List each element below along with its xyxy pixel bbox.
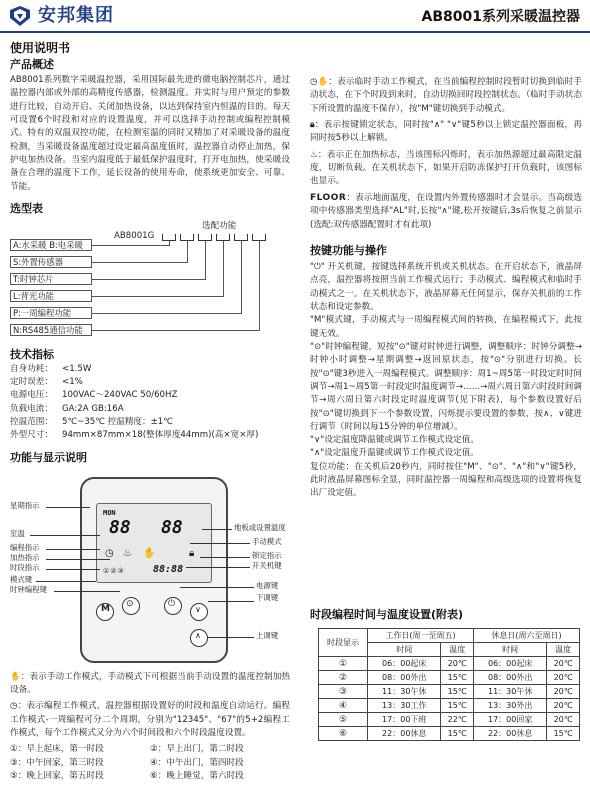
floor-label: FLOOR <box>310 192 347 203</box>
schedule-table <box>318 628 580 741</box>
period-item: ②：早上出门，第二时段 <box>150 744 244 755</box>
model-row: A:水采暖 B:电采暖 <box>10 239 92 251</box>
spec-list <box>10 363 290 443</box>
program-clock-icon: ◷ <box>105 547 114 559</box>
period-item: ①：早上起床，第一时段 <box>10 744 104 755</box>
period-item: ④：中午出门，第四时段 <box>150 757 244 768</box>
period-2-icon: ② <box>150 744 158 755</box>
period-item: ⑤：晚上回家，第五时段 <box>10 770 104 781</box>
period-1-icon: ① <box>319 657 368 671</box>
key-paragraph: "∧"设定温度升温键或调节工作模式设定值。 <box>310 448 479 459</box>
mode-button[interactable]: M <box>96 603 114 621</box>
manual-hand-icon: ✋ <box>143 547 156 559</box>
bracket <box>252 234 266 241</box>
model-row: T:时钟芯片 <box>10 273 92 285</box>
page-header <box>0 0 590 34</box>
model-row: S:外置传感器 <box>10 256 92 268</box>
period-list <box>10 743 290 783</box>
header-divider <box>0 31 590 33</box>
period-item: ③：中午回家，第三时段 <box>10 757 104 768</box>
lock-icon: 🔒︎ <box>310 119 315 130</box>
label-manual: 手动模式 <box>252 536 282 546</box>
clock-readout: 88:88 <box>153 563 184 575</box>
model-row: P:一周编程功能 <box>10 307 92 319</box>
label-heating: 加热指示 <box>10 552 40 562</box>
bracket <box>180 234 194 241</box>
set-temp-readout: 88 <box>161 516 183 538</box>
spec-line: 定时误差： <1% <box>10 377 83 388</box>
key-paragraph: "M"模式键，手动模式与一周编程模式间的转换，在编程模式下，此按键无效。 <box>310 315 582 339</box>
spec-line: 电源电压： 100VAC～240VAC 50/60HZ <box>10 390 178 401</box>
product-series-title: AB8001系列采暖温控器 <box>421 9 580 25</box>
label-power: 电源键 <box>256 580 279 590</box>
overview-heading: 产品概述 <box>10 58 54 71</box>
label-clock-key: 时钟编程键 <box>10 584 47 594</box>
col-restday: 休息日(周六至周日) <box>474 629 580 643</box>
bracket <box>234 234 248 241</box>
label-mode-key: 模式键 <box>10 574 33 584</box>
floor-note: FLOOR：表示地面温度，在设置内外置传感器时才会显示。当高级选项中传感器类型选择"AL"时,长按"∧"键,松开按键后,3s后恢复之前显示(选配:双传感器配置时才有此项) <box>310 192 582 230</box>
heating-note: ♨：表示正在加热标志，当该图标闪烁时，表示加热源超过最高限定温度，切断负载。在关机状态下，如果开启防冻保护打开负载时，该图标也显示。 <box>310 149 582 187</box>
manual-mode-note: ✋：表示手动工作模式，手动模式下可根据当前手动设置的温度控制加热设备。 <box>10 671 290 695</box>
heating-icon: ♨ <box>123 547 132 559</box>
program-clock-icon: ◷ <box>10 701 18 712</box>
clock-program-button[interactable]: ⊙ <box>122 597 140 615</box>
table-row: ⑤ 17：00下班 22℃ 17：00回家 20℃ <box>319 713 580 727</box>
period-3-icon: ③ <box>319 685 368 699</box>
room-temp-readout: 88 <box>109 516 131 538</box>
key-paragraph: "⏻" 开关机键，按键选择系统开机或关机状态。在开启状态下，液晶屏点亮，温控器将按照当前工作模式运行；手动模式、编程模式和临时手动模式之一。在关机状态下，液晶屏幕无任何显示，保存关机前的工作状态和设定参数。 <box>310 262 582 312</box>
specs-heading: 技术指标 <box>10 347 54 361</box>
program-mode-note: ◷：表示编程工作模式，温控器根据设置好的时段和温度自动运行。编程工作模式-一周编程可分二个周期，分别为"12345"、"67"的5+2编程工作模式，每个工作模式又分为六个时间段和六个时段温度设置。 <box>10 701 290 738</box>
overview-text: AB8001系列数字采暖温控器，采用国际最先进的微电脑控制芯片，通过温控器内部或外部的高精度传感器，检测温度。并实时与用户预定的参数进行比较，自动开启、关闭加热设备，以达到保持室内恒温的目的。每天可设置6个时段和对应的设置温度，并可以选择手动控制或编程控制模式。特有的双温双控功能，在检测室温的同时又精加了对采暖设备的温度检测，当采暖设备温度超过设定最高温度值时，温控器自动停止加热，保护电加热设备。当室内温度低于最低保护温度时，打开电加热，使采暖设备在合理的温度下工作，延长设备的使用寿命，使系统更加安全、可靠、节能。 <box>10 75 290 192</box>
label-down-key: 下调键 <box>256 592 279 602</box>
period-3-icon: ③ <box>10 757 18 768</box>
spec-line: 外型尺寸： 94mm×87mm×18(整体厚度44mm)(高×宽×厚) <box>10 430 259 441</box>
key-paragraph: "∨"设定温度降温键或调节工作模式设定值。 <box>310 435 479 446</box>
label-up-key: 上调键 <box>256 630 279 640</box>
key-paragraph: "⊙"时钟编程键，短按"⊙"键对时钟进行调整，调整顺序：时钟分调整→时钟小时调整→星期调整→返回原状态，按"⊙"分别进行切换。长按"⊙"键3秒进入一周编程模式。调整顺序：周1~周5第一时段定时时间调节→周1~周5第一时段定时温度调节→……→周六周日第六时段时间调节→周六周日第六时段定时温度调节(见下附表)，每个参数设置好后按"⊙"键切换到下一个参数设置，闪烁提示要设置的参数，按∧、∨键进行调节（时间以每15分钟的单位增减）。 <box>310 341 582 432</box>
power-button[interactable]: ⏻ <box>164 597 182 615</box>
lock-icon: 🔒︎ <box>189 547 195 559</box>
table-header-row <box>319 629 580 643</box>
period-icons: ①②③ <box>103 566 125 575</box>
col-workday: 工作日(周一至周五) <box>368 629 474 643</box>
period-item: ⑥：晚上睡觉，第六时段 <box>150 770 244 781</box>
temp-mode-note: ◷✋：表示临时手动工作模式，在当前编程控制时段暂时切换到临时手动状态，在下个时段到来时，自动切换回时段控制状态。（临时手动状态下所设置的温度不保存），按"M"键切换到手动模式。 <box>310 77 582 114</box>
label-floor-temp: 地板或设置温度 <box>234 522 286 532</box>
spec-line: 自身功耗： <1.5W <box>10 363 92 374</box>
period-1-icon: ① <box>10 744 18 755</box>
model-select-heading: 选型表 <box>10 201 43 215</box>
period-6-icon: ⑥ <box>150 770 158 781</box>
device-illustration <box>10 471 290 667</box>
bracket <box>198 234 212 241</box>
period-5-icon: ⑤ <box>319 713 368 727</box>
key-paragraph: 复位功能：在关机后20秒内，同时按住"M"、"⊙"、"∧"和"∨"键5秒，此时液晶屏幕图标全显，同时温控器一周编程和高级选项的设置将恢复出厂设定值。 <box>310 461 582 499</box>
label-power-key: 开关机键 <box>252 560 282 570</box>
heating-icon: ♨ <box>310 149 318 160</box>
period-4-icon: ④ <box>150 757 158 768</box>
spec-line: 控温范围： 5℃~35℃ 控温精度：±1℃ <box>10 417 173 428</box>
down-button[interactable]: ∨ <box>190 603 208 621</box>
label-room-temp: 室温 <box>10 528 25 538</box>
display-heading: 功能与显示说明 <box>10 450 87 464</box>
spec-line: 负载电流： GA:2A GB:16A <box>10 403 124 414</box>
model-row: L:背光功能 <box>10 290 92 302</box>
period-4-icon: ④ <box>319 699 368 713</box>
label-week: 星期指示 <box>10 500 40 510</box>
table-row: ② 08：00外出 15℃ 08：00外出 20℃ <box>319 671 580 685</box>
period-2-icon: ② <box>319 671 368 685</box>
col-period: 时段显示 <box>319 629 368 657</box>
label-period: 时段指示 <box>10 562 40 572</box>
table-row: ① 06：00起床 20℃ 06：00起床 20℃ <box>319 657 580 671</box>
thermostat-device <box>80 477 228 663</box>
table-row: ③ 11：30午休 15℃ 11：30午休 20℃ <box>319 685 580 699</box>
period-5-icon: ⑤ <box>10 770 18 781</box>
table-row: ④ 13：30工作 15℃ 13：30外出 20℃ <box>319 699 580 713</box>
model-select-diagram <box>10 220 290 340</box>
manual-title: 使用说明书 <box>10 41 71 55</box>
brand-name: 安邦集团 <box>38 5 114 26</box>
label-lock: 锁定指示 <box>252 550 282 560</box>
model-name: AB8001G <box>114 230 155 241</box>
company-logo-icon <box>8 6 32 26</box>
keys-heading: 按键功能与操作 <box>310 244 387 258</box>
left-column <box>10 40 290 783</box>
temporary-mode-icon: ◷✋ <box>310 77 329 87</box>
model-row: N:RS485通信功能 <box>10 324 92 336</box>
label-program: 编程指示 <box>10 542 40 552</box>
up-button[interactable]: ∧ <box>190 629 208 647</box>
schedule-heading: 时段编程时间与温度设置(附表) <box>310 608 464 621</box>
options-title: 选配功能 <box>202 220 237 231</box>
period-6-icon: ⑥ <box>319 727 368 741</box>
bracket <box>216 234 230 241</box>
lock-note: 🔒︎：表示按键锁定状态，同时按"∧" "∨"键5秒以上锁定温控器面板，再同时按5秒以上解锁。 <box>310 119 582 144</box>
table-subheader-row: 时间 温度 时间 温度 <box>319 643 580 657</box>
week-indicator: MON <box>103 508 116 517</box>
bracket <box>162 234 176 241</box>
right-column <box>310 76 582 501</box>
manual-hand-icon: ✋ <box>10 671 21 682</box>
table-row: ⑥ 22：00休息 15℃ 22：00休息 15℃ <box>319 727 580 741</box>
